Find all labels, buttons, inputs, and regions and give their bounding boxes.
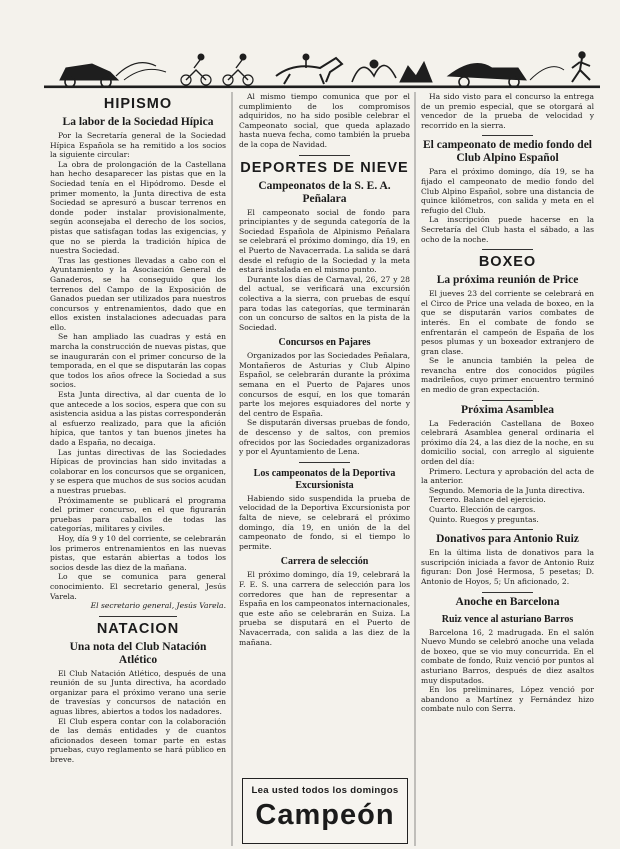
column-3: [421, 92, 594, 844]
paragraph: Se disputarán diversas pruebas de fondo, de descenso y de saltos, con premios ofrecidos por las Sociedades organizadoras y por el Ayuntamiento de Lena.: [239, 418, 410, 457]
headline-club-natacion: Una nota del Club Natación Atlético: [69, 640, 207, 666]
subheadline-ruiz-barros: Ruiz vence al asturiano Barros: [441, 613, 574, 625]
divider: [99, 616, 176, 617]
paragraph: Durante los días de Carnaval, 26, 27 y 28 del actual, se verificará una excursión colectiva a la sierra, con pruebas de esquí para todas las categorías, que terminarán con un concurso de saltos en la pista de la Sociedad.: [239, 274, 410, 332]
divider: [482, 400, 534, 401]
paragraph: Por la Secretaría general de la Sociedad Hípica Española se ha remitido a los socios la siguiente circular:: [50, 131, 226, 160]
paragraph: Organizados por las Sociedades Peñalara, Montañeros de Asturias y Club Alpino Español, se celebrarán durante la próxima semana en el Puerto de Pajares unos concursos de esquí, en los que tomarán parte los mejores esquiadores del norte y del centro de España.: [239, 351, 410, 418]
paragraph: Hoy, día 9 y 10 del corriente, se celebrarán los primeros entrenamientos en las nuevas pistas, que estarán abiertas a todos los socios desde las diez de la mañana.: [50, 533, 226, 572]
paragraph: Lo que se comunica para general conocimiento. El secretario general, Jesús Varela.: [50, 572, 226, 601]
paragraph: El Club espera contar con la colaboración de las demás entidades y de cuantos aficionados deseen tomar parte en estas pruebas, cuyo reglamento se hará público en breve.: [50, 716, 226, 765]
section-deportes-nieve: DEPORTES DE NIEVE: [240, 159, 409, 176]
paragraph: Se le anuncia también la pelea de revancha entre dos conocidos púgiles madrileños, cuyo primer encuentro terminó en medio de gran expectación.: [421, 356, 594, 395]
headline-carrera-seleccion: Carrera de selección: [280, 556, 369, 568]
paragraph: En los preliminares, López venció por abandono a Martínez y Fernández hizo combate nulo con Serra.: [421, 685, 594, 714]
paragraph: Segundo. Memoria de la Junta directiva.: [429, 485, 585, 495]
paragraph: El próximo domingo, día 19, celebrará la F. E. S. una carrera de selección para los corredores que han de representar a España en los campeonatos internacionales, que este año se celebrarán en Suiza. La prueba se disputará en el Puerto de Navacerrada, con salida a las diez de la mañana.: [239, 570, 410, 647]
headline-penalara: Campeonatos de la S. E. A. Peñalara: [258, 179, 391, 205]
column-1: [50, 92, 226, 844]
paragraph: Habiendo sido suspendida la prueba de velocidad de la Deportiva Excursionista por falta de nieve, se celebrará el próximo domingo, día 19, en unión de la del campeonato de fondo, si el tiempo lo permite.: [239, 493, 410, 551]
divider: [299, 155, 350, 156]
section-natacion: NATACION: [96, 620, 180, 637]
headline-donativos: Donativos para Antonio Ruiz: [436, 533, 579, 546]
headline-barcelona: Anoche en Barcelona: [455, 595, 560, 608]
paragraph: La inscripción puede hacerse en la Secretaría del Club hasta el sábado, a las ocho de la noche.: [421, 215, 594, 244]
section-hipismo: HIPISMO: [103, 96, 173, 112]
paragraph: El Club Natación Atlético, después de una reunión de su Junta directiva, ha acordado organizar para el próximo verano una serie de travesías y concursos de natación en aguas libres, abiertos a todos los nadadores.: [50, 668, 226, 717]
ad-tagline: Lea usted todos los domingos: [251, 785, 399, 796]
headline-deportiva-excursionista: Los campeonatos de la Deportiva Excursionista: [253, 467, 396, 491]
paragraph: En la última lista de donativos para la suscripción iniciada a favor de Antonio Ruiz figuran: Don José Hermosa, 5 pesetas; D. Antonio de Hoyos, 5; Un aficionado, 2.: [421, 548, 594, 586]
paragraph: Ha sido visto para el concurso la entrega de un premio especial, que se otorgará al vencedor de la prueba de velocidad y recorrido en la sierra.: [421, 92, 594, 130]
column-2: [239, 92, 410, 844]
paragraph: Barcelona 16, 2 madrugada. En el salón Nuevo Mundo se celebró anoche una velada de boxeo, que se vio muy concurrida. En el combate de fondo, Ruiz venció por puntos al asturiano Barros, después de diez asaltos muy disputados.: [421, 627, 594, 685]
paragraph: El jueves 23 del corriente se celebrará en el Circo de Price una velada de boxeo, en la que se disputarán varios combates de interés. En el combate de fondo se enfrentarán el campeón de España de los pesos plumas y un boxeador extranjero de gran clase.: [421, 289, 594, 356]
campeon-logo: Campeón: [255, 799, 395, 831]
divider: [482, 529, 534, 530]
paragraph: Se han ampliado las cuadras y está en marcha la construcción de nuevas pistas, que se inaugurarán con el primer concurso de la temporada, en el que se disputarán las copas que todos los años ofrece la Sociedad a sus socios.: [50, 332, 226, 390]
paragraph: Cuarto. Elección de cargos.: [429, 505, 536, 514]
paragraph: Las juntas directivas de las Sociedades Hípicas de provincias han sido invitadas a colaborar en los concursos que se organicen, y se espera que muchos de sus socios acudan a nuestras pruebas.: [50, 447, 226, 495]
paragraph: Próximamente se publicará el programa del primer concurso, en el que figurarán pruebas para caballos de todas las categorías, militares y civiles.: [50, 495, 226, 534]
campeon-advertisement: [242, 778, 408, 844]
paragraph: El campeonato social de fondo para principiantes y de segunda categoría de la Sociedad Española de Alpinismo Peñalara se celebrará el próximo domingo, día 19, en el Puerto de Navacerrada. La salida se dará desde el refugio de la Sociedad y la meta estará instalada en el mismo punto.: [239, 207, 410, 275]
divider: [482, 592, 534, 593]
paragraph: Tercero. Balance del ejercicio.: [429, 495, 546, 505]
headline-sociedad-hipica: La labor de la Sociedad Hípica: [62, 116, 214, 128]
headline-pajares: Concursos en Pajares: [278, 337, 371, 349]
signature: El secretario general, Jesús Varela.: [90, 601, 226, 611]
banner-decoration: [44, 52, 600, 88]
paragraph: La Federación Castellana de Boxeo celebrará Asamblea general ordinaria el próximo día 24, a las diez de la noche, en su domicilio social, con arreglo al siguiente orden del día:: [421, 418, 594, 467]
headline-price: La próxima reunión de Price: [436, 274, 579, 287]
headline-club-alpino: El campeonato de medio fondo del Club Alpino Español: [423, 139, 592, 165]
paragraph: La obra de prolongación de la Castellana han hecho desaparecer las pistas que en la Sociedad tenía en el Hipódromo. Desde el primer momento, la Junta directiva de esta Sociedad se apresuró a buscar terrenos en donde poder instalar provisionalmente, según aconsejaba el derecho de los socios, pistas que satisfagan todas las exigencias, y que no se pierda la tradición hípica de nuestra Sociedad.: [50, 159, 226, 256]
section-boxeo: BOXEO: [478, 254, 537, 271]
paragraph: Esta Junta directiva, al dar cuenta de lo que antecede a los socios, espera que con su asistencia asidua a las pistas corresponderán al esfuerzo realizado, para que la afición hípica, que tantos y tan buenos jinetes ha dado a España, no decaiga.: [50, 390, 226, 447]
paragraph: Para el próximo domingo, día 19, se ha fijado el campeonato de medio fondo del Club Alpino Español, sobre una distancia de quince kilómetros, con salida y meta en el refugio del Club.: [421, 167, 594, 215]
divider: [299, 462, 350, 463]
headline-asamblea: Próxima Asamblea: [461, 403, 554, 416]
divider: [482, 249, 534, 250]
sports-banner-illustration: [44, 46, 600, 90]
paragraph: Tras las gestiones llevadas a cabo con el Ayuntamiento y la Asociación General de Ganaderos, se ha conseguido que los terrenos del Campo de la Exposición de Ganados puedan ser utilizados para nuestros concursos y entrenamientos, dado que en ellos existen instalaciones adecuadas para ello.: [50, 255, 226, 332]
paragraph: Primero. Lectura y aprobación del acta de la anterior.: [421, 466, 594, 486]
paragraph: Quinto. Ruegos y preguntas.: [429, 514, 539, 524]
paragraph: Al mismo tiempo comunica que por el cumplimiento de los compromisos adquiridos, no ha sido posible celebrar el Campeonato social, que queda aplazado hasta nueva fecha, como también la prueba de la copa de Navidad.: [239, 92, 410, 149]
divider: [482, 135, 534, 136]
